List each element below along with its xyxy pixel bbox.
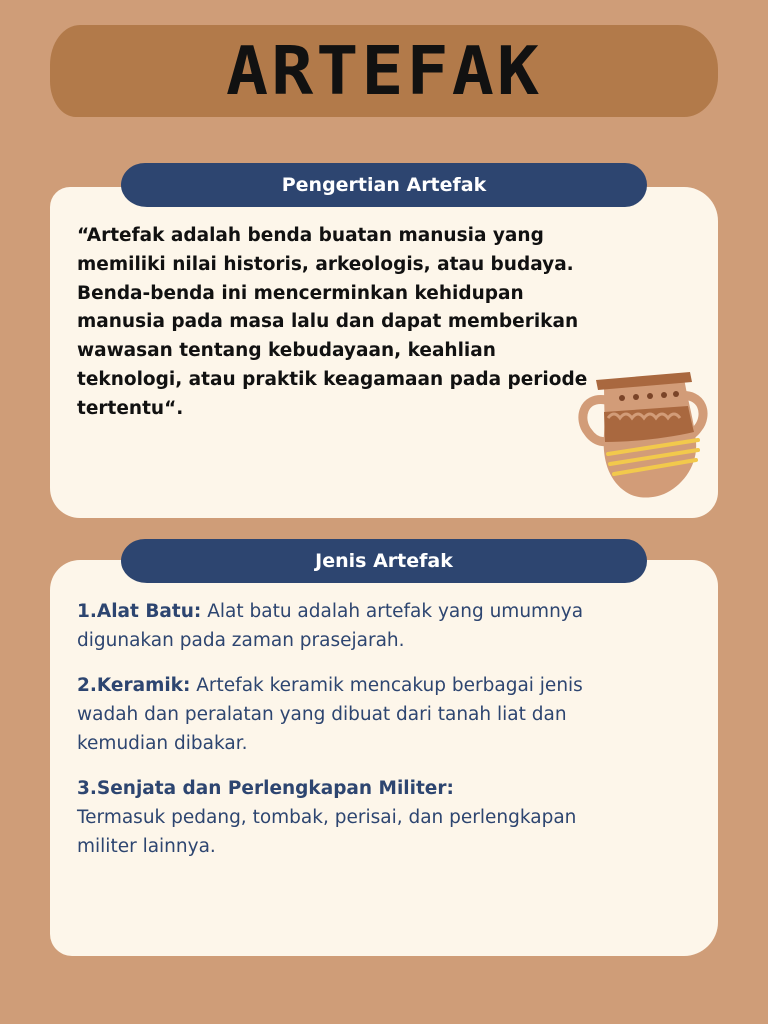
amphora-vase-icon bbox=[578, 362, 708, 502]
list-item bbox=[77, 597, 637, 655]
definition-text: “Artefak adalah benda buatan manusia yang memiliki nilai historis, arkeologis, atau budaya. Benda-benda ini mencerminkan kehidupan manusia pada masa lalu dan dapat memberikan wawasan tentang kebudayaan, keahlian teknologi, atau praktik keagamaan pada periode tertentu“. bbox=[77, 225, 588, 419]
list-item bbox=[77, 671, 637, 758]
types-list bbox=[77, 597, 637, 877]
title-banner bbox=[50, 25, 718, 117]
definition-heading: Pengertian Artefak bbox=[121, 163, 647, 207]
type-description: Alat batu adalah artefak yang umumnya digunakan pada zaman prasejarah. bbox=[77, 601, 584, 651]
type-name: 2.Keramik: bbox=[77, 675, 191, 696]
type-name: 3.Senjata dan Perlengkapan Militer: bbox=[77, 778, 454, 799]
type-description: Artefak keramik mencakup berbagai jenis wadah dan peralatan yang dibuat dari tanah liat dan kemudian dibakar. bbox=[77, 675, 583, 754]
type-name: 1.Alat Batu: bbox=[77, 601, 202, 622]
list-item bbox=[77, 774, 637, 861]
type-description: Termasuk pedang, tombak, perisai, dan perlengkapan militer lainnya. bbox=[77, 807, 577, 857]
types-heading: Jenis Artefak bbox=[121, 539, 647, 583]
page-title: ARTEFAK bbox=[225, 32, 542, 110]
